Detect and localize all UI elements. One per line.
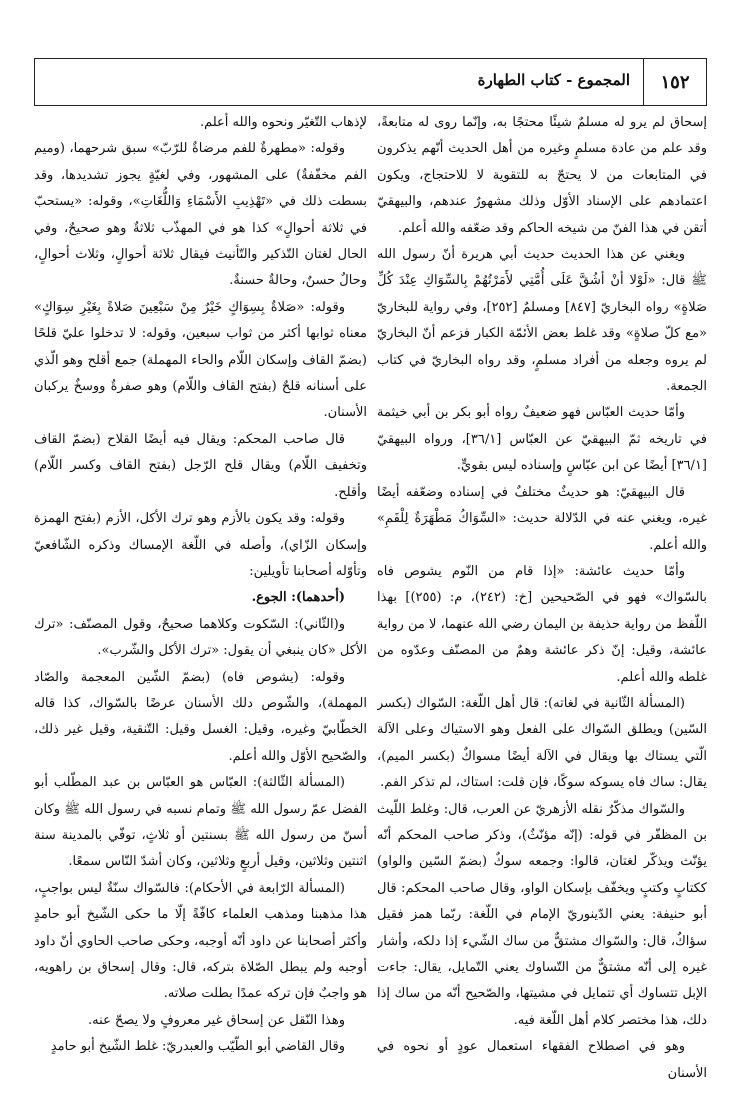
paragraph: وقوله: «مطهرةٌ للفم مرضاةٌ للرّبّ» سبق شرحهما، (وميم الفم مخفّفةٌ) على المشهور، وفي لغيّةٍ يجوز تشديدها، وقد بسطت ذلك في «تَهْذِيبِ الأَسْمَاءِ وَاللُّغَاتِ»، وقوله: «يستحبّ في ثلاثة أحوالٍ» كذا هو في المهذّب ثلاثةٌ وهو صحيحٌ، وفي الحال لغتان التّذكير والتّأنيث فيقال ثلاثة أحوالٍ، وثلاث أحوالٍ، وحالٌ حسنٌ، وحالةٌ حسنةٌ. <box>34 141 367 289</box>
paragraph: وهذا النّقل عن إسحاق غير معروفٍ ولا يصحّ عنه. <box>88 1012 345 1028</box>
paragraph: وقوله: (يشوص فاه) (بضمّ الشّين المعجمة والصّاد المهملة)، والشّوص دلك الأسنان عرضًا بالسّواك، كذا قاله الخطّابيّ وغيره، وقيل: الغسل وقيل: التّنقية، وقيل غير ذلك، والصّحيح الأوّل والله أعلم. <box>34 669 367 764</box>
paragraph: وقوله: وقد يكون بالأزم وهو ترك الأكل، الأزم (بفتح الهمزة وإسكان الزّاي)، وأصله في اللّغة الإمساك وذكره الشّافعيّ وتأوّله أصحابنا تأويلين: <box>34 511 367 579</box>
section-heading-paragraph: (المسألة الثّالثة): العبّاس هو العبّاس بن عبد المطّلب أبو الفضل عمّ رسول الله ﷺ وتمام نسبه في رسول الله ﷺ وكان أسنّ من رسول الله ﷺ بسنتين أو ثلاثٍ، توفّي بالمدينة سنة اثنتين وثلاثين، وقيل أربعٍ وثلاثين، وكان أشدّ النّاس سمعًا. <box>34 775 367 870</box>
paragraph: قال البيهقيّ: هو حديثٌ مختلفٌ في إسناده وضعّفه أيضًا غيره، ويغني عنه في الدّلالة حديث: «السِّوَاكُ مَطْهَرَةٌ لِلْفَمِ» والله أعلم. <box>377 484 707 553</box>
page-number: ١٥٢ <box>643 59 706 105</box>
paragraph: و(الثّاني): السّكوت وكلاهما صحيحٌ، وقول المصنّف: «ترك الأكل «كان ينبغي أن يقول: «ترك الأكل والشّرب». <box>34 616 367 659</box>
section-heading-paragraph: (المسألة الرّابعة في الأحكام): فالسّواك سنّةٌ ليس بواجبٍ، هذا مذهبنا ومذهب العلماء كافّةً إلّا ما حكى الشّيخ أبو حامدٍ وأكثر أصحابنا عن داود أنّه أوجبه، وحكى صاحب الحاوي أنّ داود أوجبه ولم يبطل الصّلاة بتركه، قال: وقال إسحاق بن راهويه، هو واجبٌ فإن تركه عمدًا بطلت صلاته. <box>34 880 367 1002</box>
page-header <box>34 58 707 106</box>
paragraph: وأمّا حديث العبّاس فهو ضعيفٌ رواه أبو بكر بن أبي خيثمة في تاريخه ثمّ البيهقيّ عن العبّاس [٣٦/١]، ورواه البيهقيّ [٣٦/١] أيضًا عن ابن عبّاسٍ وإسناده ليس بقويٍّ. <box>377 405 707 474</box>
paragraph: وهو في اصطلاح الفقهاء استعمال عودٍ أو نحوه في الأسنان <box>377 1039 707 1081</box>
running-title: المجموع - كتاب الطهارة <box>477 71 630 89</box>
paragraph: لإذهاب التّغيّر ونحوه والله أعلم. <box>199 115 367 130</box>
paragraph: وقال القاضي أبو الطّيّب والعبدريّ: غلط الشّيخ أبو حامدٍ <box>50 1039 345 1055</box>
paragraph: إسحاق لم يرو له مسلمٌ شيئًا محتجًا به، وإنّما روى له متابعةً، وقد علم من عادة مسلمٍ وغيره من أهل الحديث أنّهم يذكرون في المتابعات من لا يحتجّ به للتقوية لا للاحتجاج، ويكون اعتمادهم على الإسناد الأوّل وذلك مشهورٌ عندهم، والبيهقيّ أتقن في هذا الفنّ من شيخه الحاكم وقد ضعّفه والله أعلم. <box>377 115 707 236</box>
paragraph: ويغني عن هذا الحديث حديث أبي هريرة أنّ رسول الله ﷺ قال: «لَوْلا أنْ أشُقَّ عَلَى أُمَّتِي لأَمَرْتُهُمْ بِالسِّوَاكِ عِنْدَ كُلِّ صَلاةٍ» رواه البخاريّ [٨٤٧] ومسلمٌ [٢٥٢]، وفي رواية للبخاريّ «مع كلّ صلاةٍ» وقد غلط بعض الأئمّة الكبار فزعم أنّ البخاريّ لم يروه وجعله من أفراد مسلمٍ، وقد رواه البخاريّ في كتاب الجمعة. <box>377 247 707 395</box>
section-heading-paragraph: (المسألة الثّانية في لغاته): قال أهل اللّغة: السّواك (بكسر السّين) ويطلق السّواك على الفعل وهو الاستياك وعلى الآلة الّتي يستاك بها ويقال في الآلة أيضًا مسواكٌ (بكسر الميم)، يقال: ساك فاه يسوكه سوكًا، فإن قلت: استاك، لم تذكر الفم. <box>377 695 707 791</box>
paragraph: وقوله: «صَلاةٌ بِسِوَاكٍ خَيْرٌ مِنْ سَبْعِينَ صَلاةً بِغَيْرِ سِوَاكٍ» معناه ثوابها أكثر من ثواب سبعين، وقوله: لا تدخلوا عليّ قلحًا (بضمّ القاف وإسكان اللّام والحاء المهملة) جمع أقلح وهو الّذي على أسنانه قلحٌ (بفتح القاف واللّام) وهو صفرةٌ ووسخٌ يركبان الأسنان. <box>34 299 367 421</box>
paragraph: قال صاحب المحكم: ويقال فيه أيضًا القلاح (بضمّ القاف وتخفيف اللّام) ويقال قلح الرّجل (بفتح القاف وكسر اللّام) وأقلح. <box>34 431 367 500</box>
paragraph: (أحدهما): الجوع. <box>251 590 345 606</box>
paragraph: والسّواك مذكّرٌ نقله الأزهريّ عن العرب، قال: وغلط اللّيث بن المظفّر في قوله: (إنّه مؤنّثٌ)، وذكر صاحب المحكم أنّه يؤنّث ويذكّر لغتان، قالوا: وجمعه سوكٌ (بضمّ السّين والواو) ككتابٍ وكتبٍ ويخفّف بإسكان الواو، وقال صاحب المحكم: قال أبو حنيفة: يعني الدّينوريّ الإمام في اللّغة: ربّما همز فقيل سؤاكٌ، قال: والسّواك مشتقٌّ من ساك الشّيء إذا دلكه، وأشار غيره إلى أنّه مشتقٌّ من التّساوك يعني التّمايل، يقال: جاءت الإبل تتساوك أي تتمايل في مشيتها، والصّحيح أنّه من ساك إذا دلك، هذا مختصر كلام أهل اللّغة فيه. <box>377 801 707 1028</box>
paragraph: وأمّا حديث عائشة: «إذا قام من النّوم يشوص فاه بالسّواك» فهو في الصّحيحين [خ: (٢٤٢)، م: (٢٥٥)] بهذا اللّفظ من رواية حذيفة بن اليمان رضي الله عنهما، لا من رواية عائشة، وقيل: إنّ ذكر عائشة وهمٌ من المصنّف وعدّوه من غلطه والله أعلم. <box>377 563 707 685</box>
text-column-right <box>377 110 707 1110</box>
text-column-left <box>34 110 367 1110</box>
